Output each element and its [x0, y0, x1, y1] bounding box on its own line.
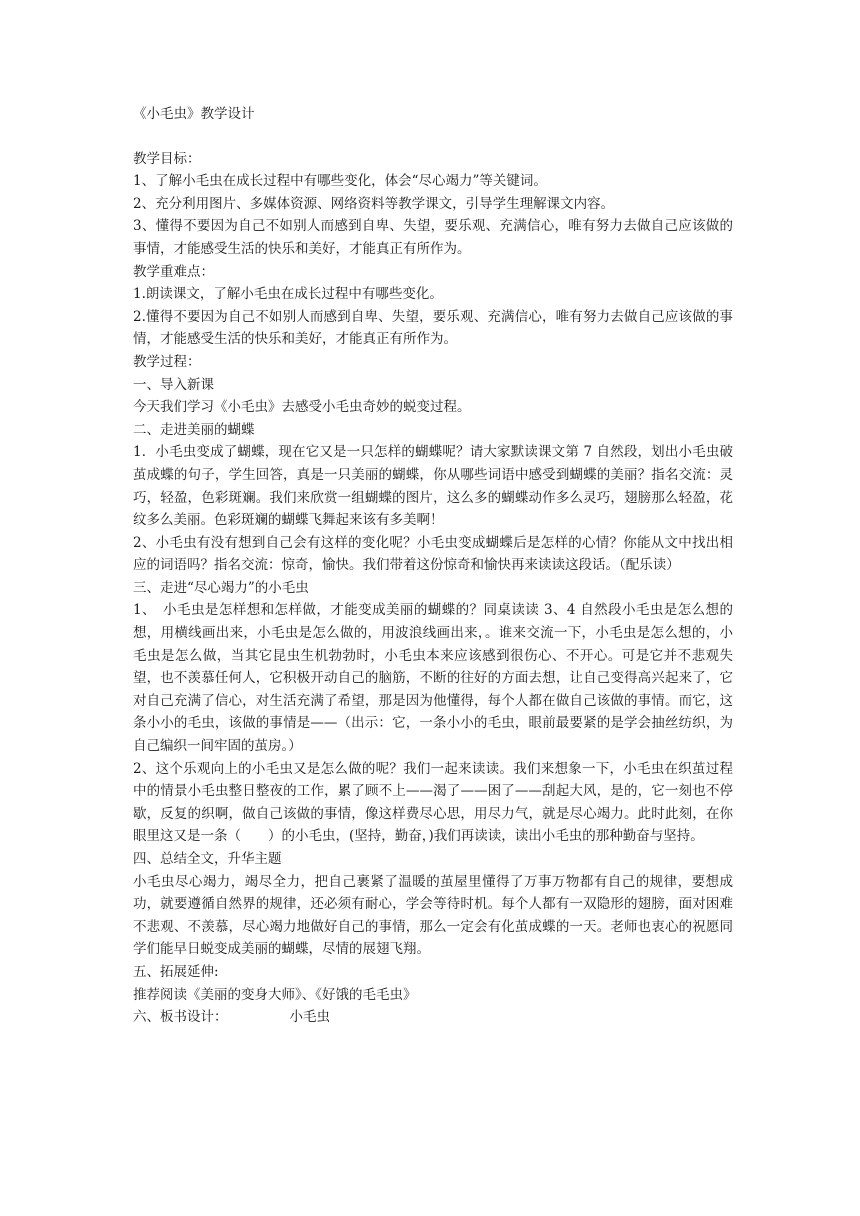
key-point-item: 2.懂得不要因为自己不如别人而感到自卑、失望，要乐观、充满信心，唯有努力去做自己应该做的事情，才能感受生活的快乐和美好，才能真正有所作为。	[133, 308, 733, 348]
blank-line	[133, 126, 733, 148]
board-design-label: 六、板书设计：	[133, 1009, 228, 1026]
section-paragraph: 1．小毛虫变成了蝴蝶，现在它又是一只怎样的蝴蝶呢？请大家默读课文第 7 自然段，划出小毛虫破茧成蝶的句子，学生回答，真是一只美丽的蝴蝶，你从哪些词语中感受到蝴蝶的美丽？指名交流：灵巧，轻盈，色彩斑斓。我们来欣赏一组蝴蝶的图片，这么多的蝴蝶动作多么灵巧，翅膀那么轻盈，花纹多么美丽。色彩斑斓的蝴蝶飞舞起来该有多美啊！	[133, 444, 733, 529]
section-paragraph: 2、小毛虫有没有想到自己会有这样的变化呢？小毛虫变成蝴蝶后是怎样的心情？你能从文中找出相应的词语吗？指名交流：惊奇，愉快。我们带着这份惊奇和愉快再来读读这段话。（配乐读）	[133, 534, 733, 574]
objectives-heading: 教学目标：	[133, 150, 201, 167]
section-paragraph: 2、这个乐观向上的小毛虫又是怎么做的呢？我们一起来读读。我们来想象一下，小毛虫在织茧过程中的情景小毛虫整日整夜的工作，累了顾不上——渴了——困了——刮起大风，是的，它一刻也不停歇，反复的织啊，做自己该做的事情，像这样费尽心思，用尽力气，就是尽心竭力。此时此刻，在你眼里这又是一条（ ）的小毛虫，(坚持，勤奋，)我们再读读，读出小毛虫的那种勤奋与坚持。	[133, 760, 733, 845]
section-paragraph: 1、 小毛虫是怎样想和怎样做，才能变成美丽的蝴蝶的？同桌读读 3、4 自然段小毛虫是怎么想的想，用横线画出来，小毛虫是怎么做的，用波浪线画出来，。谁来交流一下，小毛虫是怎么想的，小毛虫是怎么做，当其它昆虫生机勃勃时，小毛虫本来应该感到很伤心、不开心。可是它并不悲观失望，也不羡慕任何人，它积极开动自己的脑筋，不断的往好的方面去想，让自己变得高兴起来了，它对自己充满了信心，对生活充满了希望，那是因为他懂得，每个人都在做自己该做的事情。而它，这条小小的毛虫，该做的事情是——（出示：它，一条小小的毛虫，眼前最要紧的是学会抽丝纺织，为自己编织一间牢固的茧房。）	[133, 602, 733, 755]
objective-item: 1、了解小毛虫在成长过程中有哪些变化，体会“尽心竭力”等关键词。	[133, 173, 547, 190]
objective-item: 2、充分利用图片、多媒体资源、网络资料等教学课文，引导学生理解课文内容。	[133, 195, 615, 212]
key-point-item: 1.朗读课文，了解小毛虫在成长过程中有哪些变化。	[133, 286, 443, 303]
section-paragraph: 推荐阅读《美丽的变身大师》、《好饿的毛毛虫》	[133, 986, 417, 1003]
board-design-value: 小毛虫	[289, 1009, 330, 1026]
document-page	[133, 103, 733, 1029]
board-design-row	[133, 1006, 733, 1029]
key-points-heading: 教学重难点：	[133, 263, 214, 280]
objective-item: 3、懂得不要因为自己不如别人而感到自卑、失望，要乐观、充满信心，唯有努力去做自己应该做的事情，才能感受生活的快乐和美好，才能真正有所作为。	[133, 218, 733, 257]
section-heading: 四、总结全文，升华主题	[133, 851, 282, 867]
section-heading: 二、走进美丽的蝴蝶	[133, 421, 255, 438]
section-heading: 五、拓展延伸:	[133, 963, 219, 980]
section-paragraph: 小毛虫尽心竭力，竭尽全力，把自己裹紧了温暖的茧屋里懂得了万事万物都有自己的规律，要想成功，就要遵循自然界的规律，还必须有耐心，学会等待时机。每个人都有一双隐形的翅膀，面对困难不悲观、不羡慕，尽心竭力地做好自己的事情，那么一定会有化茧成蝶的一天。老师也衷心的祝愿同学们能早日蜕变成美丽的蝴蝶，尽情的展翅飞翔。	[133, 873, 733, 958]
document-title: 《小毛虫》教学设计	[133, 106, 255, 122]
section-paragraph: 今天我们学习《小毛虫》去感受小毛虫奇妙的蜕变过程。	[133, 399, 471, 416]
process-heading: 教学过程：	[133, 353, 201, 370]
section-heading: 三、走进“尽心竭力”的小毛虫	[133, 579, 309, 596]
section-heading: 一、导入新课	[133, 376, 214, 393]
